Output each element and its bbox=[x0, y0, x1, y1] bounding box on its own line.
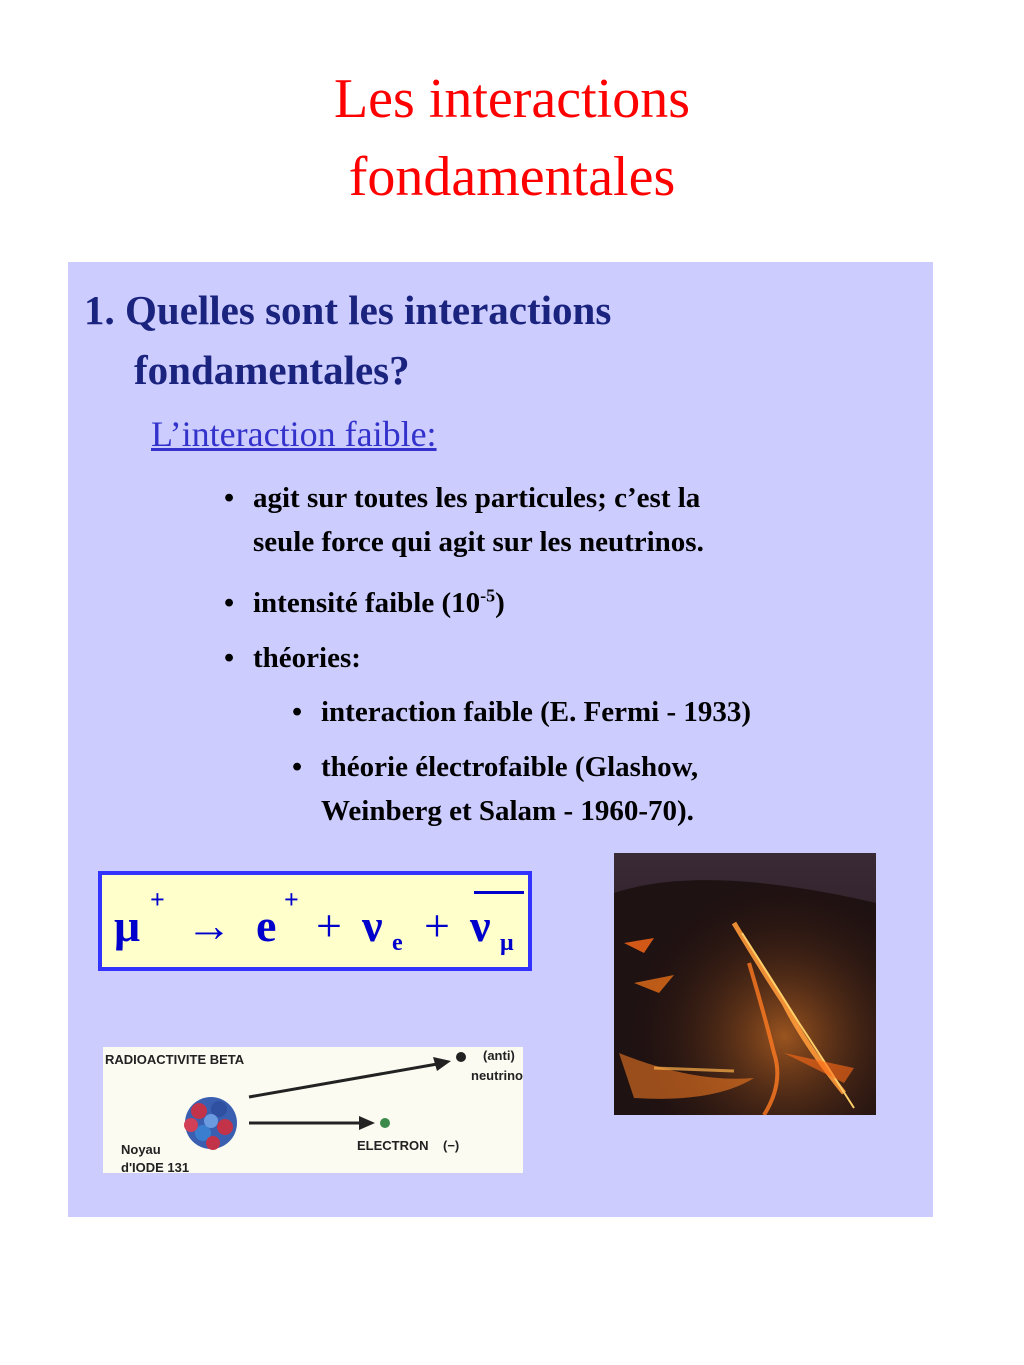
formula-mu: μ bbox=[114, 900, 141, 951]
muon-decay-formula bbox=[98, 871, 532, 971]
bullet-text: interaction faible (E. Fermi - 1933) bbox=[321, 696, 752, 728]
heading-line-1: 1. Quelles sont les interactions bbox=[84, 287, 612, 333]
bullet-dot-icon: • bbox=[224, 642, 235, 674]
bullet-exponent: -5 bbox=[480, 585, 496, 606]
formula-e: e bbox=[256, 900, 277, 951]
formula-plus-1: + bbox=[316, 900, 342, 951]
beta-diagram-graphic bbox=[103, 1047, 523, 1173]
bullet-item bbox=[224, 476, 893, 564]
formula-plus-2: + bbox=[424, 900, 450, 951]
electron-label: ELECTRON bbox=[357, 1138, 429, 1153]
formula-nu-mu: ν bbox=[470, 900, 491, 951]
formula-nu-mu-sub: μ bbox=[500, 930, 514, 956]
noyau-label: Noyau bbox=[121, 1142, 161, 1157]
formula-nu-e-sub: e bbox=[392, 930, 403, 956]
beta-radioactivity-diagram bbox=[103, 1047, 523, 1173]
bullet-item bbox=[224, 636, 553, 680]
bullet-text-line-2: seule force qui agit sur les neutrinos. bbox=[253, 526, 704, 558]
iode-label: d'IODE 131 bbox=[121, 1160, 190, 1173]
bullet-text: intensité faible (10 bbox=[253, 587, 481, 619]
bullet-dot-icon: • bbox=[292, 751, 303, 783]
bullet-close: ) bbox=[495, 587, 505, 619]
section-heading bbox=[84, 280, 924, 400]
lava-flow-image bbox=[614, 853, 876, 1115]
anti-label: (anti) bbox=[483, 1048, 515, 1063]
antiparticle-bar bbox=[474, 891, 524, 894]
bullet-text-line-2: Weinberg et Salam - 1960-70). bbox=[321, 795, 694, 827]
arrow-icon: → bbox=[186, 900, 232, 951]
lava-flow-photo bbox=[614, 853, 876, 1115]
formula-e-sup: + bbox=[284, 885, 299, 914]
slide-title bbox=[0, 60, 1024, 216]
formula-nu-e: ν bbox=[362, 900, 383, 951]
sub-bullet-item bbox=[292, 690, 911, 734]
bullet-item bbox=[224, 581, 753, 625]
sub-bullet-item bbox=[292, 745, 881, 833]
title-line-1: Les interactions bbox=[333, 68, 691, 130]
title-line-2: fondamentales bbox=[348, 146, 676, 208]
bullet-dot-icon: • bbox=[292, 696, 303, 728]
beta-title: RADIOACTIVITE BETA bbox=[105, 1052, 245, 1067]
bullet-text-line-1: théorie électrofaible (Glashow, bbox=[321, 751, 699, 783]
bullet-dot-icon: • bbox=[224, 482, 235, 514]
content-panel bbox=[68, 262, 933, 1217]
formula-mu-sup: + bbox=[150, 885, 165, 914]
heading-line-2: fondamentales? bbox=[134, 347, 410, 393]
neutrino-label: neutrino bbox=[471, 1068, 523, 1083]
bullet-dot-icon: • bbox=[224, 587, 235, 619]
electron-charge: (−) bbox=[443, 1138, 460, 1153]
bullet-text: théories: bbox=[253, 642, 361, 674]
nucleus-icon bbox=[184, 1097, 237, 1150]
subheading: L’interaction faible: bbox=[151, 414, 437, 454]
bullet-text-line-1: agit sur toutes les particules; c’est la bbox=[253, 482, 701, 514]
